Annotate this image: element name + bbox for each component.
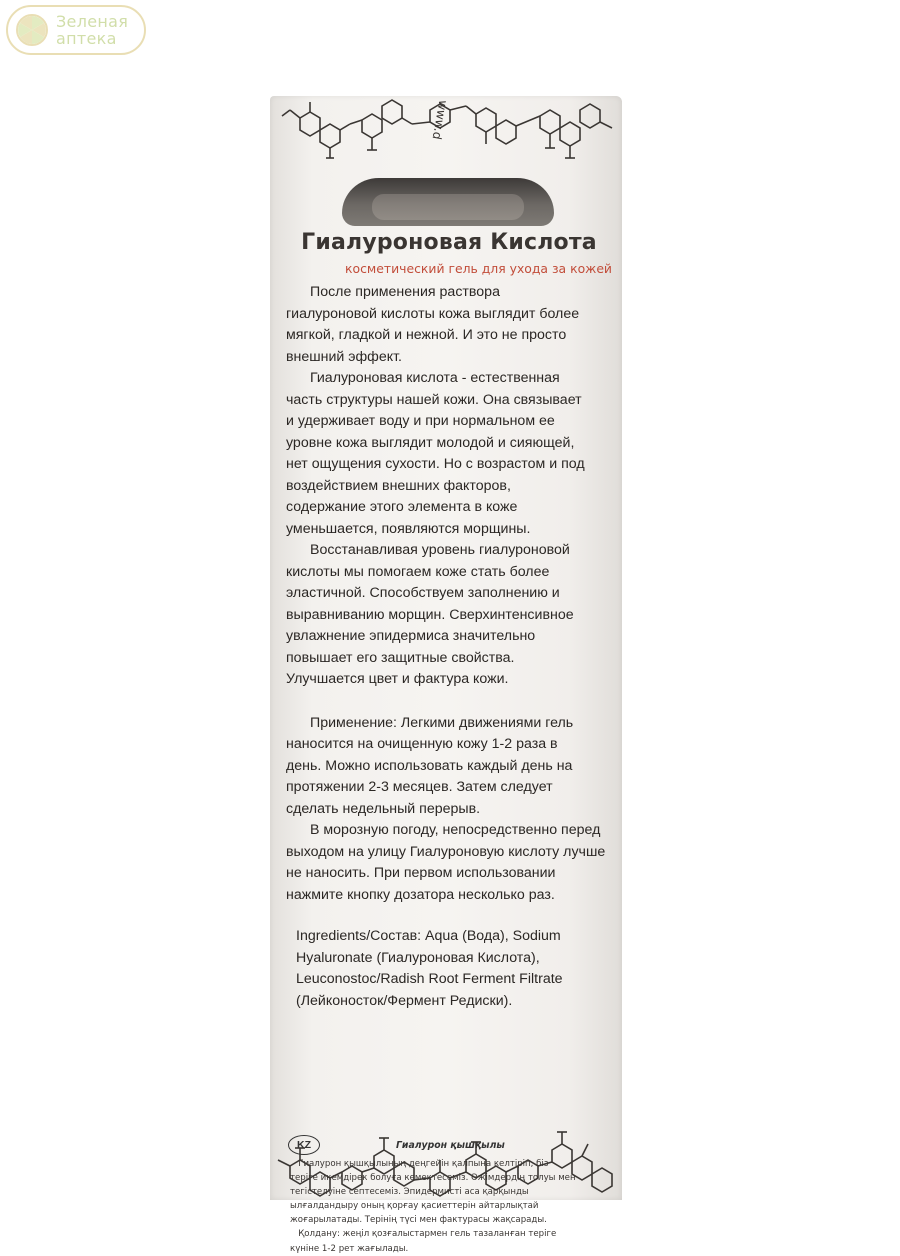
- description-paragraph-2: [286, 368, 612, 540]
- text-line: сделать недельный перерыв.: [286, 800, 481, 817]
- text-line: протяжении 2-3 месяцев. Затем следует: [286, 779, 553, 795]
- description-paragraph-3: [286, 540, 612, 691]
- text-line: увлажнение эпидермиса значительно: [286, 628, 536, 644]
- watermark-line-2: аптека: [56, 29, 117, 48]
- text-line: уменьшается, появляются морщины.: [286, 520, 531, 537]
- kz-line: Қолдану: жеңіл қозғалыстармен гель тазаланған теріге: [298, 1229, 557, 1240]
- molecule-pattern-top: [270, 96, 622, 186]
- text-line: содержание этого элемента в коже: [286, 499, 518, 515]
- text-line: кислоты мы помогаем коже стать более: [286, 563, 550, 580]
- product-box-back: [270, 96, 622, 1254]
- text-line: воздействием внешних факторов,: [286, 477, 511, 494]
- text-line: күніне 1-2 рет жағылады.: [290, 1243, 409, 1254]
- description-paragraph-1: [286, 282, 612, 368]
- text-line: день. Можно использовать каждый день на: [286, 757, 573, 774]
- slot-shadow: [372, 194, 524, 220]
- usage-paragraph-2: [286, 820, 612, 906]
- usage-paragraph-1: [286, 713, 612, 821]
- watermark-text: [56, 13, 128, 47]
- text-line: выравниванию морщин. Сверхинтенсивное: [286, 606, 574, 623]
- website-text: www.d: [429, 99, 451, 141]
- text-line: жоғарылатады. Терінің түсі мен фактурасы жақсарады.: [290, 1215, 547, 1226]
- label-content: [286, 230, 612, 1254]
- spacer: [286, 691, 612, 713]
- text-line: выходом на улицу Гиалуроновую кислоту лучше: [286, 843, 606, 860]
- text-line: После применения раствора: [310, 284, 500, 300]
- text-line: уровне кожа выглядит молодой и сияющей,: [286, 434, 575, 451]
- text-line: нажмите кнопку дозатора несколько раз.: [286, 886, 555, 903]
- text-line: часть структуры нашей кожи. Она связывает: [286, 391, 582, 408]
- text-line: [290, 1227, 632, 1241]
- text-line: внешний эффект.: [286, 348, 402, 365]
- hang-tab-slot: [342, 178, 554, 226]
- text-line: теріге икемдірек болуға көмектесеміз. Әжімдердің толуы мен: [290, 1173, 576, 1184]
- text-line: (Лейконосток/Фермент Редиски).: [296, 992, 513, 1009]
- text-line: Ingredients/Состав: Aqua (Вода), Sodium: [296, 928, 561, 944]
- text-line: мягкой, гладкой и нежной. И это не просто: [286, 327, 567, 343]
- text-line: нет ощущения сухости. Но с возрастом и под: [286, 456, 585, 472]
- text-line: Восстанавливая уровень гиалуроновой: [310, 542, 570, 558]
- text-line: тегістелуіне септесеміз. Эпидермисті аса қарқынды: [290, 1187, 529, 1198]
- text-line: ылғалдандыру оның қорғау қасиеттерін айтарлықтай: [290, 1201, 539, 1212]
- text-line: повышает его защитные свойства.: [286, 649, 515, 666]
- watermark-line-1: Зеленая: [56, 12, 129, 31]
- text-line: и удерживает воду и при нормальном ее: [286, 413, 555, 429]
- kz-line: Гиалурон қышқылының деңгейін қалпына келтіріп, біз: [298, 1159, 549, 1169]
- text-line: В морозную погоду, непосредственно перед: [310, 822, 601, 838]
- text-line: Гиалуроновая кислота - естественная: [310, 370, 560, 386]
- text-line: наносится на очищенную кожу 1-2 раза в: [286, 736, 558, 752]
- spacer: [286, 906, 612, 926]
- product-subtitle: косметический гель для ухода за кожей: [345, 261, 612, 276]
- pharmacy-watermark-logo: [6, 5, 146, 55]
- kz-country-badge: KZ: [288, 1135, 320, 1155]
- product-title: Гиалуроновая Кислота: [301, 230, 597, 255]
- citrus-slice-icon: [14, 12, 50, 48]
- text-line: не наносить. При первом использовании: [286, 865, 556, 881]
- text-line: Улучшается цвет и фактура кожи.: [286, 671, 509, 687]
- text-line: Leuconostoc/Radish Root Ferment Filtrate: [296, 971, 563, 987]
- kazakh-title: Гиалурон қышқылы: [396, 1139, 505, 1151]
- ingredients-list: [286, 926, 612, 1012]
- text-line: гиалуроновой кислоты кожа выглядит более: [286, 305, 580, 322]
- text-line: Hyaluronate (Гиалуроновая Кислота),: [296, 949, 540, 966]
- text-line: эластичной. Способствуем заполнению и: [286, 585, 560, 601]
- molecule-pattern-bottom: [270, 1120, 622, 1200]
- text-line: Применение: Легкими движениями гель: [310, 714, 574, 731]
